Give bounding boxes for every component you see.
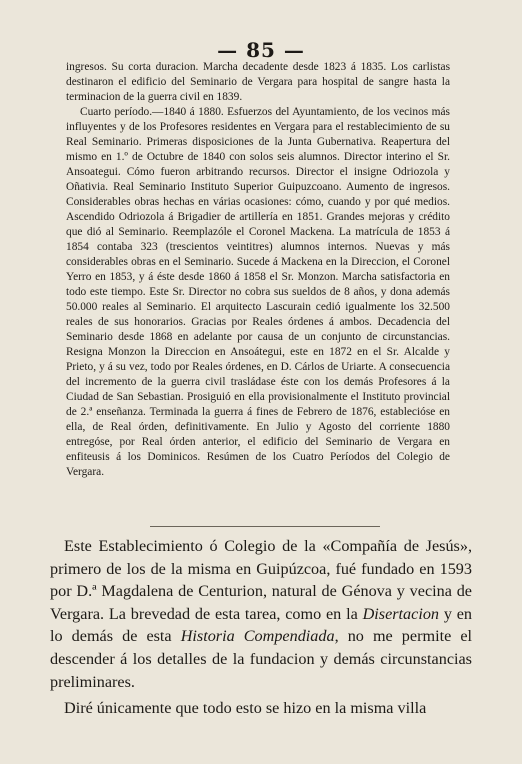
summary-paragraph-1: ingresos. Su corta duracion. Marcha decadente desde 1823 á 1835. Los carlistas destinaron el edificio del Seminario de Vergara para hospital de sangre hasta la terminacion de la guerra civil en 1839.: [66, 61, 450, 103]
main-text: [50, 535, 472, 720]
summary-block: [66, 60, 450, 480]
title-disertacion: Disertacion: [362, 604, 440, 623]
main-paragraph-1: [50, 535, 472, 693]
page-number: — 85 —: [217, 38, 305, 62]
section-divider: [150, 526, 380, 527]
title-historia-compendiada: Historia Compendiada: [180, 627, 335, 646]
summary-paragraph-2: Cuarto período.—1840 á 1880. Esfuerzos del Ayuntamiento, de los vecinos más influyentes y de los Profesores residentes en Vergara para el restablecimiento de su Real Seminario. Primeras disposiciones de la Junta Gubernativa. Reapertura del mismo en 1.º de Octubre de 1840 con solos seis alumnos. Director interino el Sr. Ansoategui. Cómo fueron arbitrando recursos. Director el insigne Odriozola y Oñativia. Real Seminario Instituto Superior Guipuzcoano. Aumento de ingresos. Considerables obras hechas en várias ocasiones: cómo, cuando y por qué medios. Ascendido Odriozola á Brigadier de artillería en 1851. Grandes mejoras y crédito que dió al Seminario. Reemplazóle el Coronel Mackena. La matrícula de 1853 á 1854 contaba 323 (trescientos veintitres) alumnos internos. Nuevas y más considerables obras en el Seminario. Sucede á Mackena en la Direccion, el Coronel Yerro en 1853, y á éste desde 1860 á 1858 el Sr. Monzon. Marcha satisfactoria en todo este tiempo. Este Sr. Director no cobra sus sueldos de 8 años, y dona además 50.000 reales al Seminario. El arquitecto Lascurain cedió igualmente los 32.500 reales de sus honorarios. Gracias por Reales órdenes á ambos. Decadencia del Seminario desde 1868 en adelante por causa de un conjunto de circunstancias. Resigna Monzon la Direccion en Ansoátegui, este en 1872 en el Sr. Alcalde y Prieto, y á su vez, todo por Reales órdenes, en D. Cárlos de Uriarte. A consecuencia del incremento de la guerra civil trasládase éste con los demás Profesores á la Ciudad de San Sebastian. Prosiguió en ella provisionalmente el Instituto provincial de 2.ª enseñanza. Terminada la guerra á fines de Febrero de 1876, establecióse en ella, de Real órden, definitivamente. En Julio y Agosto del corriente 1880 entregóse, por Real órden anterior, el edificio del Seminario de Vergara en enfiteusis á los Dominicos. Resúmen de los Cuatro Períodos del Colegio de Vergara.: [66, 106, 450, 478]
main-paragraph-1-a: Este Establecimiento ó Colegio de la «Compañía de Jesús», primero de los de la misma en Guipúzcoa, fué fundado en 1593 por D.ª Magdalena de Centurion, natural de Génova y vecina de Vergara. La brevedad de esta tarea, como en la: [50, 537, 472, 623]
main-paragraph-2: Diré únicamente que todo esto se hizo en la misma villa: [64, 699, 427, 718]
main-paragraph-1-b: y en lo demás de esta: [50, 604, 472, 646]
main-paragraph-1-c: , no me permite el descender á los detalles de la fundacion y demás circunstancias preliminares.: [50, 627, 473, 691]
